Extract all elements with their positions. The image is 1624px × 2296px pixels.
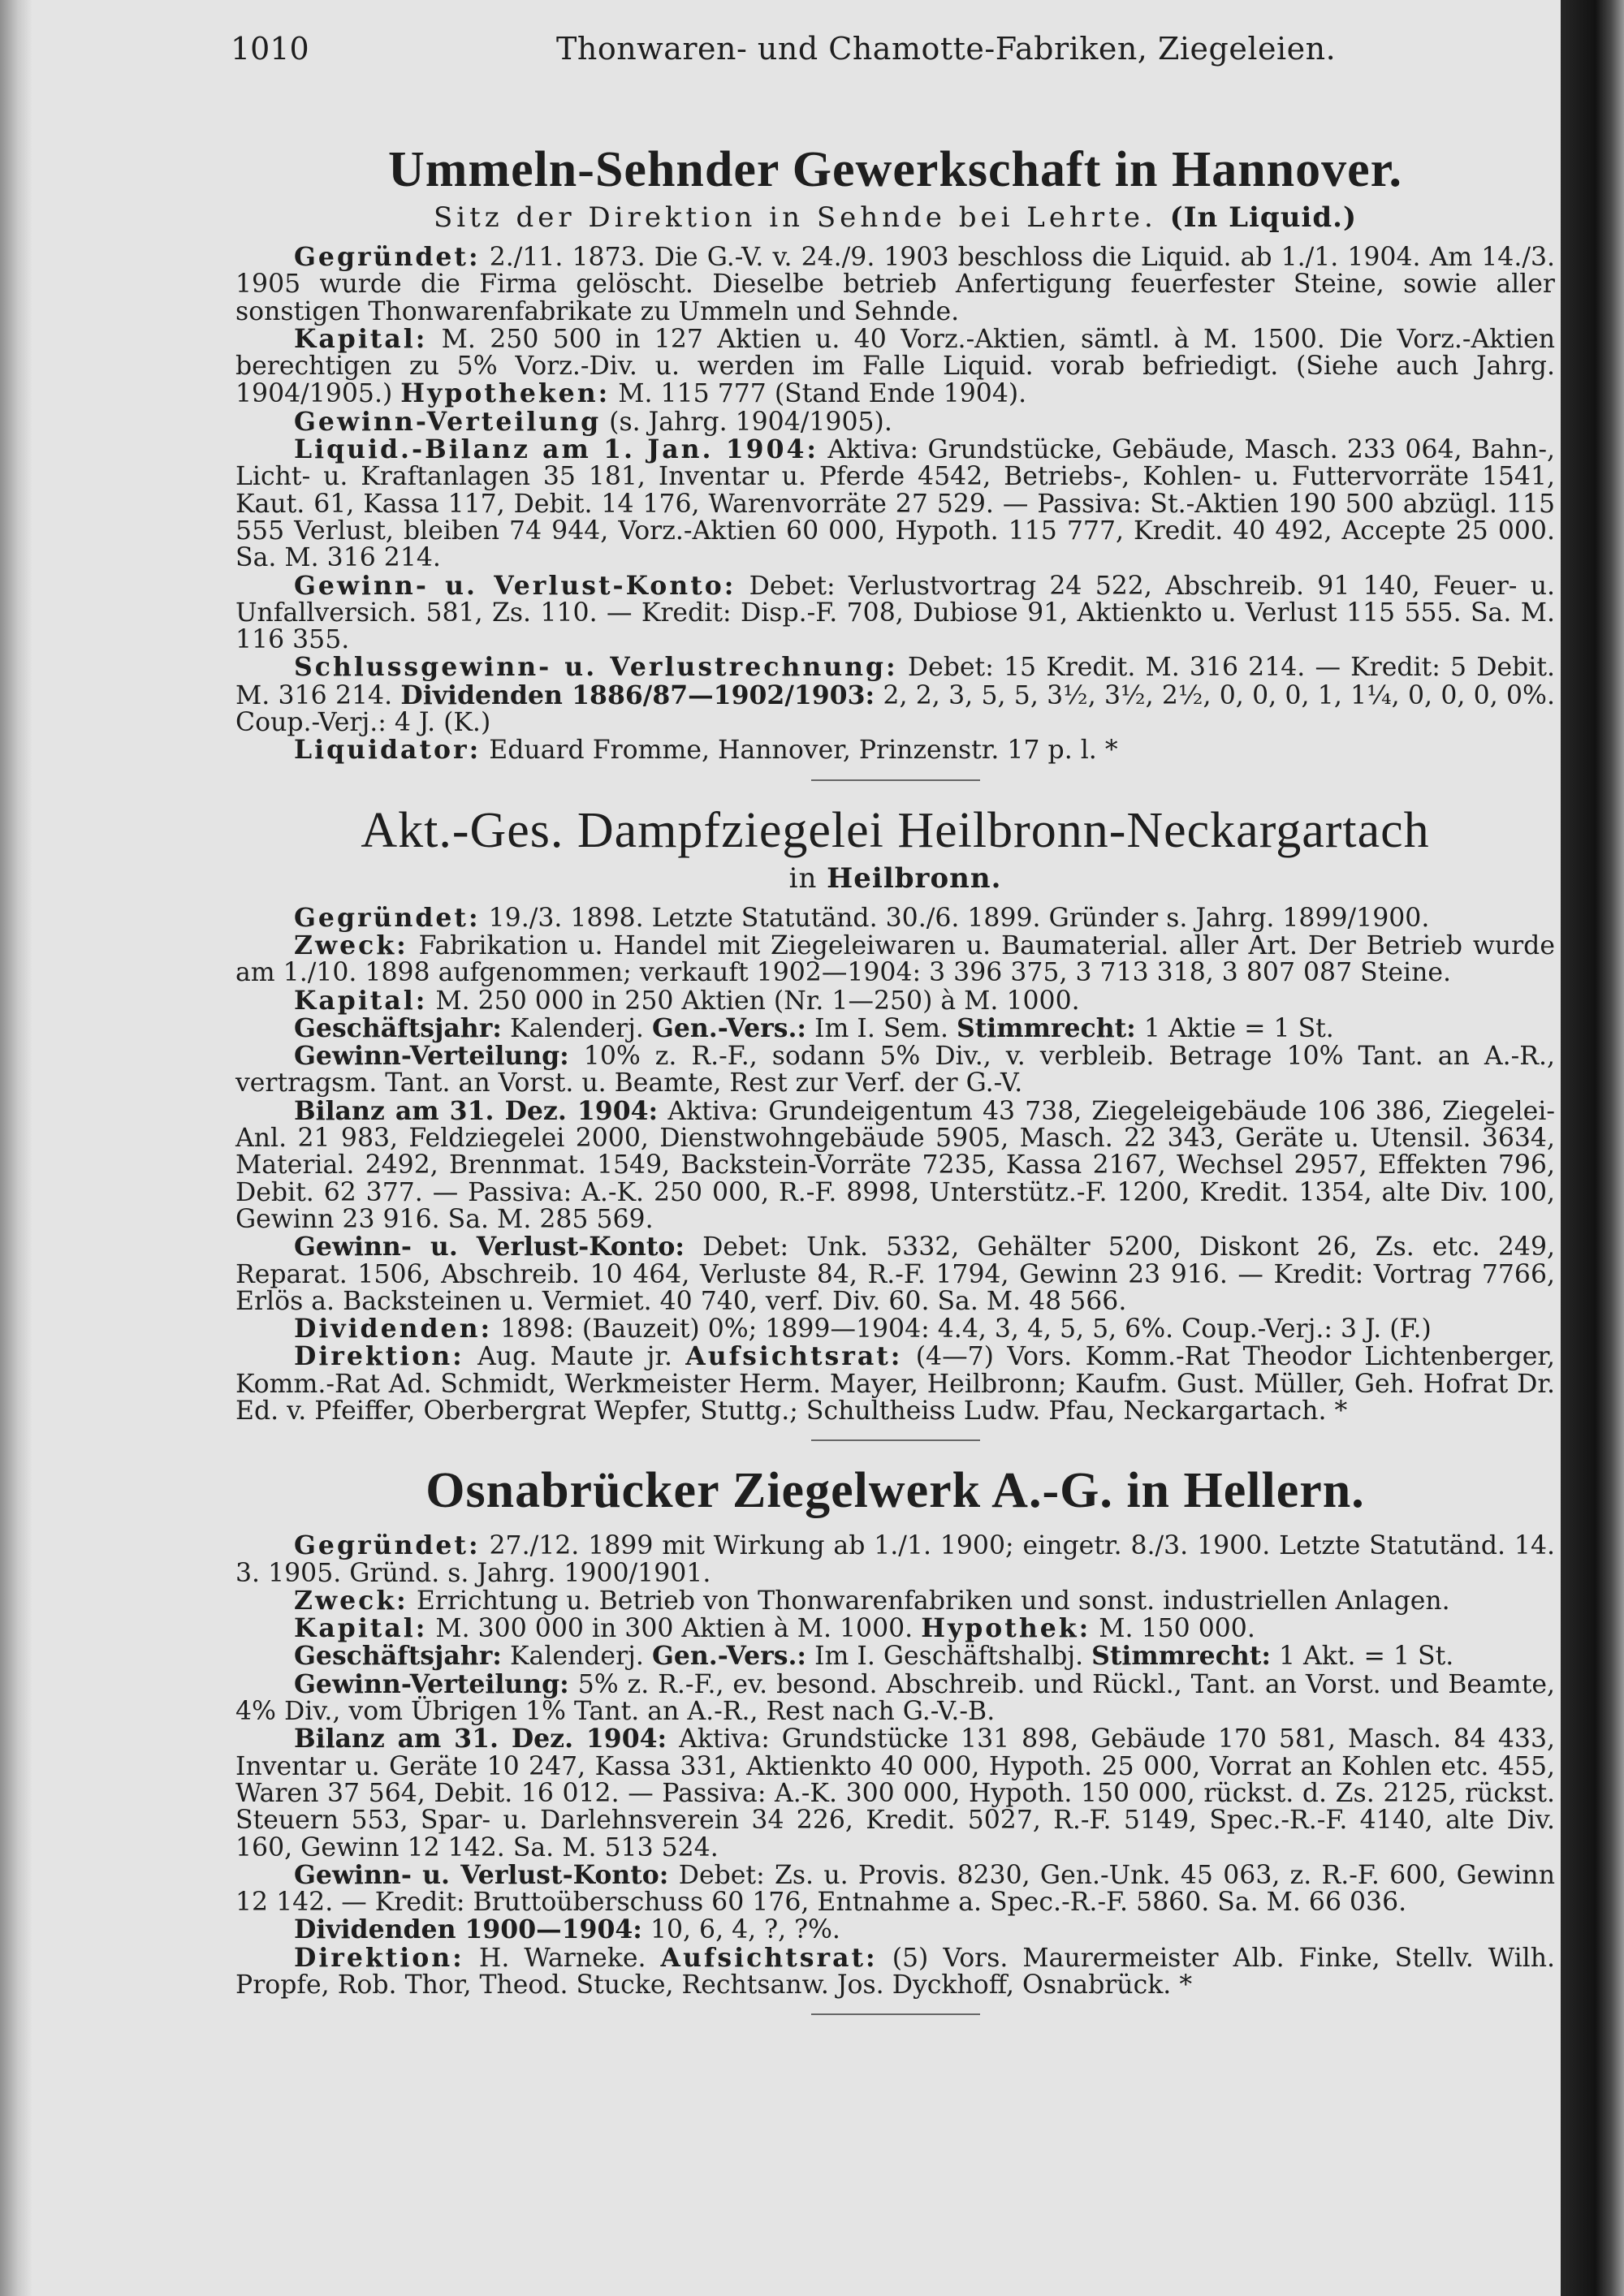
company-subtitle <box>235 861 1555 896</box>
running-header <box>231 31 1555 80</box>
profit-loss-paragraph: Gewinn- u. Verlust-Konto: Debet: Unk. 5332, Gehälter 5200, Diskont 26, Zs. etc. 249, Reparat. 1506, Abschreib. 10 464, Verluste 84, R.-F. 1794, Gewinn 23 916. — Kredit: Vortrag 7766, Erlös a. Backsteinen u. Vermiet. 40 740, verf. Div. 60. Sa. M. 48 566. <box>235 1232 1556 1316</box>
founding-paragraph: Gegründet: 2./11. 1873. Die G.-V. v. 24./9. 1903 beschloss die Liquid. ab 1./1. 1904. Am 14./3. 1905 wurde die Firma gelöscht. Dieselbe betrieb Anfertigung feuerfester Steine, sowie aller sonstigen Thonwarenfabrikate zu Ummeln und Sehnde. <box>235 242 1556 326</box>
section-separator <box>811 779 980 781</box>
balance-paragraph: Liquid.-Bilanz am 1. Jan. 1904: Aktiva: Grundstücke, Gebäude, Masch. 233 064, Bahn-, Licht- u. Kraftanlagen 35 181, Inventar u. Pferde 4542, Betriebs-, Kohlen- u. Futtervorräte 1541, Kaut. 61, Kassa 117, Debit. 14 176, Warenvorräte 27 529. — Passiva: St.-Aktien 190 500 abzügl. 115 555 Verlust, bleiben 74 944, Vorz.-Aktien 60 000, Hypoth. 115 777, Kredit. 40 492, Accepte 25 000. Sa. M. 316 214. <box>235 434 1555 573</box>
capital-paragraph: Kapital: M. 250 000 in 250 Aktien (Nr. 1—250) à M. 1000. <box>294 985 1080 1016</box>
balance-paragraph: Bilanz am 31. Dez. 1904: Aktiva: Grundstücke 131 898, Gebäude 170 581, Masch. 84 433, Inventar u. Geräte 10 247, Kassa 331, Aktienkto 40 000, Hypoth. 25 000, Vorrat an Kohlen etc. 455, Waren 37 564, Debit. 16 012. — Passiva: A.-K. 300 000, Hypoth. 150 000, rückst. d. Zs. 2125, rückst. Steuern 553, Spar- u. Darlehnsverein 34 226, Kredit. 5027, R.-F. 5149, Spec.-R.-F. 4140, alte Div. 160, Gewinn 12 142. Sa. M. 513 524. <box>235 1724 1555 1862</box>
profit-distribution-paragraph: Gewinn-Verteilung: 10% z. R.-F., sodann 5% Div., v. verbleib. Betrage 10% Tant. an A.-R., vertragsm. Tant. an Vorst. u. Beamte, Rest zur Verf. der G.-V. <box>235 1041 1555 1098</box>
running-title: Thonwaren- und Chamotte-Fabriken, Ziegeleien. <box>556 31 1337 67</box>
page-edge-binding <box>1561 0 1624 2296</box>
company-location: Heilbronn. <box>827 861 1002 895</box>
company-location-prefix: in <box>788 861 818 895</box>
capital-paragraph: Kapital: M. 250 500 in 127 Aktien u. 40 Vorz.-Aktien, sämtl. à M. 1500. Die Vorz.-Aktien berechtigen zu 5% Vorz.-Div. u. werden im Falle Liquid. vorab befriedigt. (Siehe auch Jahrg. 1904/1905.) Hypotheken: M. 115 777 (Stand Ende 1904). <box>235 323 1556 409</box>
company-title: Akt.-Ges. Dampfziegelei Heilbronn-Neckargartach <box>361 802 1430 858</box>
company-title: Osnabrücker Ziegelwerk A.-G. in Hellern. <box>425 1463 1365 1519</box>
founding-paragraph: Gegründet: 19./3. 1898. Letzte Statutänd. 30./6. 1899. Gründer s. Jahrg. 1899/1900. <box>294 902 1430 933</box>
profit-distribution-paragraph: Gewinn-Verteilung (s. Jahrg. 1904/1905). <box>294 406 892 437</box>
capital-paragraph: Kapital: M. 300 000 in 300 Aktien à M. 1000. Hypothek: M. 150 000. <box>294 1613 1255 1644</box>
fiscal-year-paragraph: Geschäftsjahr: Kalenderj. Gen.-Vers.: Im I. Geschäftshalbj. Stimmrecht: 1 Akt. = 1 St. <box>294 1641 1454 1672</box>
company-title: Ummeln-Sehnder Gewerkschaft in Hannover. <box>388 142 1402 197</box>
liquidation-note: (In Liquid.) <box>1169 201 1358 234</box>
dividends-paragraph: Dividenden: 1898: (Bauzeit) 0%; 1899—1904: 4.4, 3, 4, 5, 5, 6%. Coup.-Verj.: 3 J. (F.) <box>294 1314 1432 1344</box>
section-separator <box>811 2013 980 2015</box>
company-entry-ummeln-sehnder <box>235 140 1555 765</box>
liquidator-paragraph: Liquidator: Eduard Fromme, Hannover, Prinzenstr. 17 p. l. * <box>294 735 1118 766</box>
profit-loss-paragraph: Gewinn- u. Verlust-Konto: Debet: Zs. u. Provis. 8230, Gen.-Unk. 45 063, z. R.-F. 600, Gewinn 12 142. — Kredit: Bruttoüberschuss 60 176, Entnahme a. Spec.-R.-F. 5860. Sa. M. 66 036. <box>235 1859 1556 1918</box>
management-paragraph: Direktion: Aug. Maute jr. Aufsichtsrat: (4—7) Vors. Komm.-Rat Theodor Lichtenberger, Komm.-Rat Ad. Schmidt, Werkmeister Herm. Mayer, Heilbronn; Kaufm. Gust. Müller, Geh. Hofrat Dr. Ed. v. Pfeiffer, Oberbergrat Wepfer, Stuttg.; Schultheiss Ludw. Pfau, Neckargartach. * <box>235 1341 1555 1426</box>
company-seat: Sitz der Direktion in Sehnde bei Lehrte. <box>433 201 1157 234</box>
fiscal-year-paragraph: Geschäftsjahr: Kalenderj. Gen.-Vers.: Im I. Sem. Stimmrecht: 1 Aktie = 1 St. <box>294 1012 1334 1043</box>
page-number: 1010 <box>231 31 309 67</box>
company-entry-heilbronn <box>235 801 1555 1426</box>
section-separator <box>811 1439 980 1441</box>
management-paragraph: Direktion: H. Warneke. Aufsichtsrat: (5) Vors. Maurermeister Alb. Finke, Stellv. Wilh. Propfe, Rob. Thor, Theod. Stucke, Rechtsanw. Jos. Dyckhoff, Osnabrück. * <box>235 1942 1556 2000</box>
company-entry-osnabrueck <box>235 1461 1555 1999</box>
dividends-paragraph: Dividenden 1900—1904: 10, 6, 4, ?, ?%. <box>294 1914 840 1945</box>
final-account-paragraph: Schlussgewinn- u. Verlustrechnung: Debet: 15 Kredit. M. 316 214. — Kredit: 5 Debit. M. 316 214. Dividenden 1886/87—1902/1903: 2, 2, 3, 5, 5, 3½, 3½, 2½, 0, 0, 0, 1, 1¼, 0, 0, 0, 0%. Coup.-Verj.: 4 J. (K.) <box>235 652 1555 738</box>
purpose-paragraph: Zweck: Errichtung u. Betrieb von Thonwarenfabriken und sonst. industriellen Anlagen. <box>294 1585 1450 1616</box>
founding-paragraph: Gegründet: 27./12. 1899 mit Wirkung ab 1./1. 1900; eingetr. 8./3. 1900. Letzte Statutänd. 14. 3. 1905. Gründ. s. Jahrg. 1900/1901. <box>235 1530 1555 1588</box>
profit-loss-paragraph: Gewinn- u. Verlust-Konto: Debet: Verlustvortrag 24 522, Abschreib. 91 140, Feuer- u. Unfallversich. 581, Zs. 110. — Kredit: Disp.-F. 708, Dubiose 91, Aktienkto u. Verlust 115 555. Sa. M. 116 355. <box>235 570 1556 655</box>
company-subtitle <box>235 200 1555 235</box>
profit-distribution-paragraph: Gewinn-Verteilung: 5% z. R.-F., ev. besond. Abschreib. und Rückl., Tant. an Vorst. und Beamte, 4% Div., vom Übrigen 1% Tant. an A.-R., Rest nach G.-V.-B. <box>235 1668 1556 1727</box>
balance-paragraph: Bilanz am 31. Dez. 1904: Aktiva: Grundeigentum 43 738, Ziegeleigebäude 106 386, Ziegelei-Anl. 21 983, Feldziegelei 2000, Dienstwohngebäude 5905, Masch. 22 343, Geräte u. Utensil. 3634, Material. 2492, Brennmat. 1549, Backstein-Vorräte 7235, Kassa 2167, Wechsel 2957, Effekten 796, Debit. 62 377. — Passiva: A.-K. 250 000, R.-F. 8998, Unterstütz.-F. 1200, Kredit. 1354, alte Div. 100, Gewinn 23 916. Sa. M. 285 569. <box>235 1095 1555 1234</box>
purpose-paragraph: Zweck: Fabrikation u. Handel mit Ziegeleiwaren u. Baumaterial. aller Art. Der Betrieb wurde am 1./10. 1898 aufgenommen; verkauft 1902—1904: 3 396 375, 3 713 318, 3 807 087 Steine. <box>235 930 1555 988</box>
document-page <box>231 31 1556 2035</box>
page-gutter-shadow <box>0 0 32 2296</box>
